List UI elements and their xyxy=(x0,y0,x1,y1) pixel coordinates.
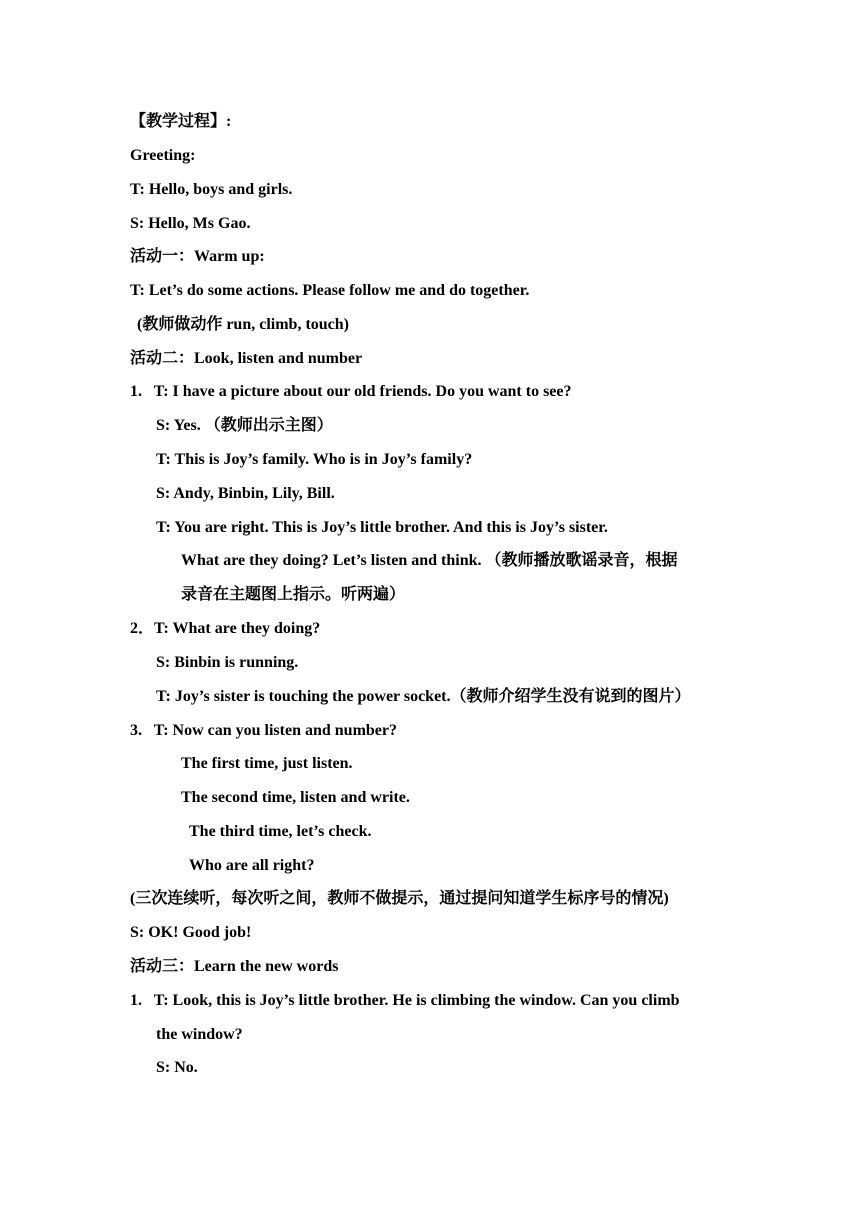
activity-heading: 活动三：Learn the new words xyxy=(130,958,339,975)
text-line: T: This is Joy’s family. Who is in Joy’s family? xyxy=(156,451,473,468)
numbered-item: 1. T: I have a picture about our old friends. Do you want to see? xyxy=(130,383,572,400)
text-line: S: OK! Good job! xyxy=(130,924,252,941)
text-line: S: Binbin is running. xyxy=(156,654,299,671)
numbered-item: 1. T: Look, this is Joy’s little brother. He is climbing the window. Can you climb xyxy=(130,992,680,1009)
numbered-item: 2．T: What are they doing? xyxy=(130,620,321,637)
text-line: Who are all right? xyxy=(189,857,315,874)
text-line: S: Hello, Ms Gao. xyxy=(130,215,251,232)
text-line: S: Andy, Binbin, Lily, Bill. xyxy=(156,485,335,502)
text-line: T: Hello, boys and girls. xyxy=(130,181,293,198)
text-line: The second time, listen and write. xyxy=(181,789,410,806)
section-heading: 【教学过程】: xyxy=(130,113,232,130)
text-line: S: Yes. （教师出示主图） xyxy=(156,417,333,434)
text-line: What are they doing? Let’s listen and think. （教师播放歌谣录音，根据 xyxy=(181,552,678,569)
text-line: The third time, let’s check. xyxy=(189,823,372,840)
text-line: T: Let’s do some actions. Please follow me and do together. xyxy=(130,282,530,299)
activity-heading: 活动一：Warm up: xyxy=(130,248,265,265)
text-line: (教师做动作 run, climb, touch) xyxy=(137,316,350,333)
text-line: 录音在主题图上指示。听两遍） xyxy=(181,586,406,603)
activity-heading: 活动二：Look, listen and number xyxy=(130,350,363,367)
text-line: T: Joy’s sister is touching the power socket.（教师介绍学生没有说到的图片） xyxy=(156,688,691,705)
text-line: S: No. xyxy=(156,1059,198,1076)
text-line: T: You are right. This is Joy’s little brother. And this is Joy’s sister. xyxy=(156,519,608,536)
text-line: The first time, just listen. xyxy=(181,755,353,772)
text-line: Greeting: xyxy=(130,147,196,164)
text-line: the window? xyxy=(156,1026,243,1043)
numbered-item: 3. T: Now can you listen and number? xyxy=(130,722,397,739)
text-line: (三次连续听，每次听之间，教师不做提示，通过提问知道学生标序号的情况) xyxy=(130,890,669,907)
